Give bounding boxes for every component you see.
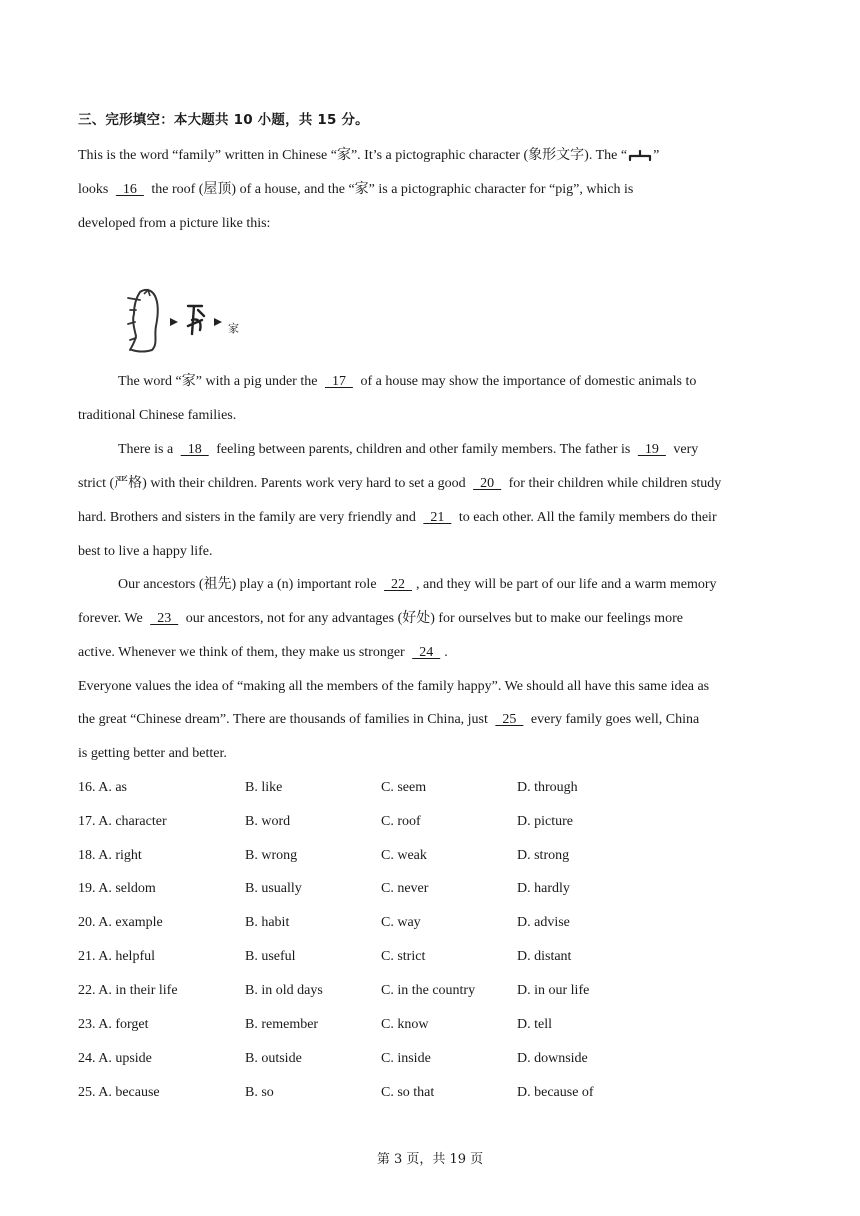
passage-line: developed from a picture like this:	[78, 216, 271, 231]
blank-22: 22	[384, 577, 413, 592]
section-heading: 三、完形填空：本大题共 10 小题，共 15 分。	[78, 112, 369, 128]
passage-line: traditional Chinese families.	[78, 408, 237, 423]
option-c: C. in the country	[381, 983, 476, 998]
passage-text: hard. Brothers and sisters in the family are very friendly and	[78, 510, 416, 525]
blank-20: 20	[473, 476, 502, 491]
illustration-label: 家	[228, 322, 239, 335]
question-21-options	[78, 947, 784, 967]
page-footer: 第 3 页，共 19 页	[376, 1152, 484, 1167]
option-c: C. know	[381, 1017, 429, 1032]
blank-24: 24	[412, 645, 441, 660]
question-18-options	[78, 846, 784, 866]
passage-text: feeling between parents, children and other family members. The father is	[216, 442, 631, 457]
option-d: D. in our life	[517, 983, 590, 998]
question-20-options	[78, 913, 784, 933]
blank-23: 23	[150, 611, 179, 626]
passage-text: very	[673, 442, 699, 457]
option-d: D. because of	[517, 1085, 594, 1100]
option-c: C. weak	[381, 848, 427, 863]
passage-text: There is a	[118, 442, 174, 457]
option-b: B. habit	[245, 915, 290, 930]
blank-21: 21	[423, 510, 452, 525]
blank-17: 17	[324, 374, 353, 389]
passage-text: our ancestors, not for any advantages (好处) for ourselves but to make our feelings more	[185, 611, 683, 626]
blank-16: 16	[115, 182, 144, 197]
question-25-options	[78, 1083, 784, 1103]
passage-text: The word “家” with a pig under the	[118, 374, 318, 389]
blank-18: 18	[180, 442, 209, 457]
passage-line: best to live a happy life.	[78, 544, 213, 559]
passage-line	[118, 440, 698, 460]
passage-text: , and they will be part of our life and a warm memory	[416, 577, 717, 592]
passage-text: the great “Chinese dream”. There are thousands of families in China, just	[78, 712, 488, 727]
passage-line	[78, 609, 683, 629]
question-22-options	[78, 981, 784, 1001]
option-a: 23. A. forget	[78, 1017, 149, 1032]
question-19-options	[78, 879, 784, 899]
option-b: B. remember	[245, 1017, 319, 1032]
passage-line	[78, 710, 699, 730]
option-d: D. hardly	[517, 881, 570, 896]
option-a: 19. A. seldom	[78, 881, 156, 896]
option-c: C. way	[381, 915, 421, 930]
roof-character-icon	[627, 149, 653, 163]
question-24-options	[78, 1049, 784, 1069]
option-b: B. word	[245, 814, 291, 829]
option-a: 20. A. example	[78, 915, 163, 930]
option-b: B. wrong	[245, 848, 298, 863]
question-16-options	[78, 778, 784, 798]
option-a: 16. A. as	[78, 780, 127, 795]
passage-line: Everyone values the idea of “making all the members of the family happy”. We should all have this same idea as	[78, 679, 710, 694]
option-a: 25. A. because	[78, 1085, 160, 1100]
option-a: 21. A. helpful	[78, 949, 155, 964]
passage-text: This is the word “family” written in Chinese “家”. It’s a pictographic character (象形文字). The “	[78, 148, 628, 163]
option-c: C. inside	[381, 1051, 431, 1066]
option-d: D. advise	[517, 915, 570, 930]
option-b: B. so	[245, 1085, 274, 1100]
option-a: 22. A. in their life	[78, 983, 178, 998]
passage-text: ”	[653, 148, 660, 163]
passage-text: to each other. All the family members do their	[458, 510, 717, 525]
option-c: C. strict	[381, 949, 426, 964]
passage-line	[118, 575, 717, 595]
option-b: B. like	[245, 780, 283, 795]
passage-line	[78, 146, 659, 166]
question-17-options	[78, 812, 784, 832]
passage-line	[118, 372, 696, 392]
passage-text: looks	[78, 182, 109, 197]
option-b: B. in old days	[245, 983, 323, 998]
passage-text: for their children while children study	[508, 476, 722, 491]
option-d: D. tell	[517, 1017, 552, 1032]
option-c: C. roof	[381, 814, 421, 829]
option-d: D. through	[517, 780, 578, 795]
passage-text: every family goes well, China	[530, 712, 700, 727]
option-d: D. strong	[517, 848, 570, 863]
option-b: B. outside	[245, 1051, 302, 1066]
passage-line	[78, 643, 448, 663]
passage-text: .	[444, 645, 448, 660]
blank-25: 25	[495, 712, 524, 727]
blank-19: 19	[637, 442, 666, 457]
option-c: C. seem	[381, 780, 427, 795]
passage-line: is getting better and better.	[78, 746, 227, 761]
passage-text: of a house may show the importance of domestic animals to	[360, 374, 697, 389]
option-c: C. never	[381, 881, 429, 896]
option-d: D. downside	[517, 1051, 588, 1066]
option-a: 24. A. upside	[78, 1051, 152, 1066]
option-a: 17. A. character	[78, 814, 167, 829]
passage-text: forever. We	[78, 611, 143, 626]
option-d: D. distant	[517, 949, 572, 964]
option-c: C. so that	[381, 1085, 435, 1100]
option-d: D. picture	[517, 814, 573, 829]
passage-text: Our ancestors (祖先) play a (n) important role	[118, 577, 377, 592]
passage-line	[78, 474, 721, 494]
passage-text: the roof (屋顶) of a house, and the “家” is a pictographic character for “pig”, which is	[151, 182, 634, 197]
passage-text: active. Whenever we think of them, they make us stronger	[78, 645, 405, 660]
option-b: B. usually	[245, 881, 302, 896]
passage-line	[78, 180, 633, 200]
option-a: 18. A. right	[78, 848, 142, 863]
passage-text: strict (严格) with their children. Parents work very hard to set a good	[78, 476, 466, 491]
passage-line	[78, 508, 717, 528]
option-b: B. useful	[245, 949, 296, 964]
pig-evolution-illustration	[122, 286, 252, 356]
question-23-options	[78, 1015, 784, 1035]
